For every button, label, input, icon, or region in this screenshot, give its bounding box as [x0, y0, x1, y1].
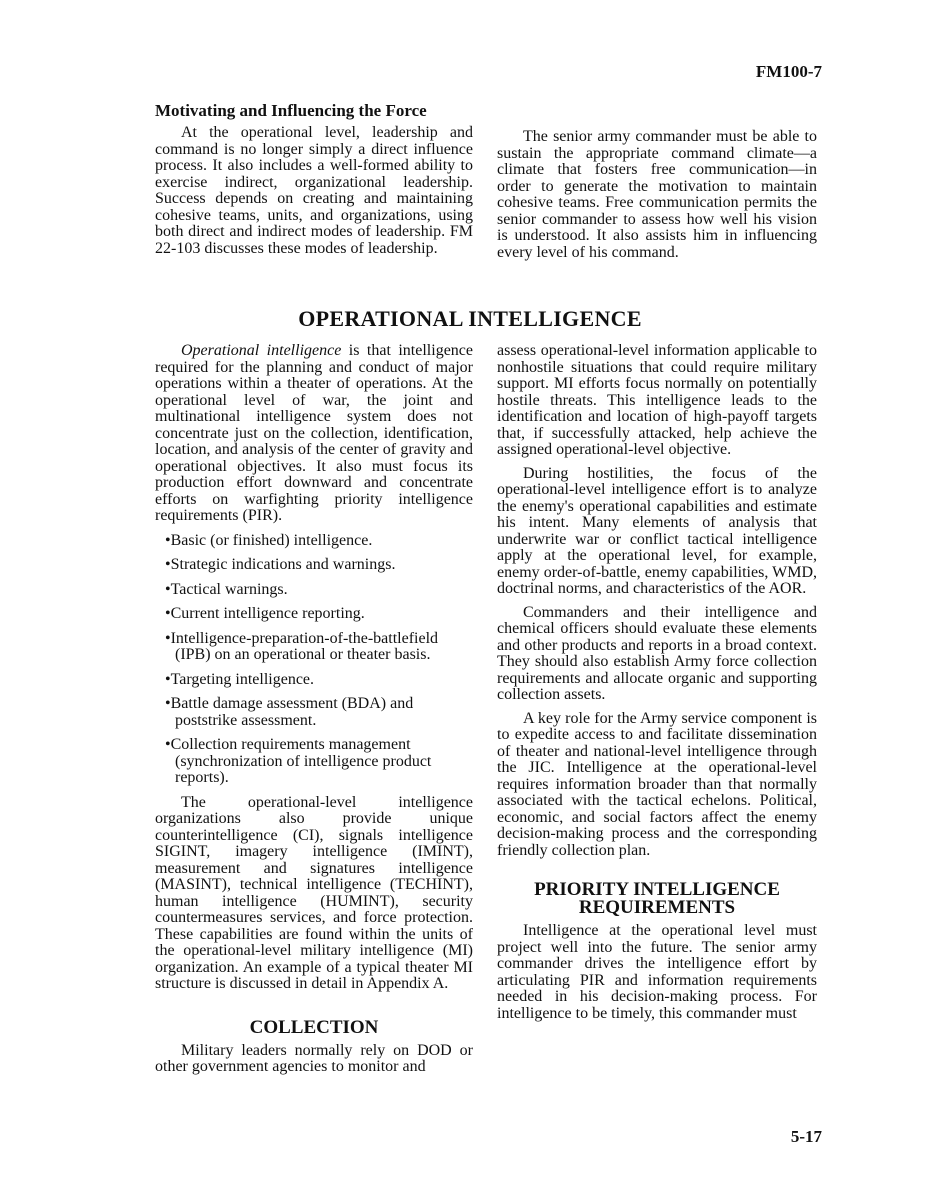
left-column: [155, 343, 473, 1076]
definition-text: is that intelligence required for the planning and conduct of major operations within a theater of operations. At the operational level of war, the joint and multinational intelligence system does not concentrate just on the collection, identification, location, and analysis of the center of gravity and operational objectives. It also must focus its production effort downward and concentrate efforts on warfighting priority intelligence requirements (PIR).: [155, 342, 473, 524]
collection-paragraph: Military leaders normally rely on DOD or other government agencies to monitor and: [155, 1041, 473, 1075]
continued-paragraph: assess operational-level information applicable to nonhostile situations that could require military support. MI efforts focus normally on potentially hostile threats. This intelligence leads to the identification and location of high-payoff targets that, if successfully attacked, help achieve the assigned operational-level objective.: [497, 342, 817, 458]
defined-term: Operational intelligence: [181, 342, 342, 359]
list-item: •Targeting intelligence.: [165, 670, 315, 688]
section-heading-motivating: Motivating and Influencing the Force: [155, 101, 427, 120]
intro-left-paragraph: At the operational level, leadership and command is no longer simply a direct influence process. It also includes a well-formed ability to exercise indirect, organizational leadership. Success depends on creating and maintaining cohesive teams, units, and organizations, using both direct and indirect modes of leadership. FM 22-103 discusses these modes of leadership.: [155, 124, 473, 257]
list-item: •Intelligence-preparation-of-the-battlefield (IPB) on an operational or theater basis.: [165, 629, 439, 663]
manual-id: FM100-7: [755, 62, 822, 81]
hostilities-paragraph: During hostilities, the focus of the operational-level intelligence effort is to analyze the enemy's operational capabilities and estimate his intent. Many elements of analysis that underwrite war or conflict tactical intelligence apply at the operational level, for example, enemy order-of-battle, enemy capabilities, WMD, doctrinal norms, and characteristics of the AOR.: [497, 464, 817, 597]
list-item: •Current intelligence reporting.: [165, 605, 365, 622]
section-title: OPERATIONAL INTELLIGENCE: [298, 306, 642, 331]
list-item: •Collection requirements management (synchronization of intelligence product reports).: [165, 736, 432, 786]
commanders-paragraph: Commanders and their intelligence and chemical officers should evaluate these elements and other products and reports in a broad context. They should also establish Army force collection requirements and allocate organic and supporting collection assets.: [497, 603, 817, 703]
list-item: •Basic (or finished) intelligence.: [165, 531, 373, 549]
intro-left-column: [155, 125, 473, 257]
right-column: [497, 343, 817, 1022]
army-service-paragraph: A key role for the Army service component is to expedite access to and facilitate dissemination of theater and national-level intelligence through the JIC. Intelligence at the operational-level requires information broader than that normally associated with the tactical echelons. Political, economic, and social factors affect the enemy decision-making process and the corresponding friendly collection plan.: [497, 709, 817, 859]
list-item: •Tactical warnings.: [165, 580, 288, 598]
organizations-paragraph: The operational-level intelligence organizations also provide unique counterintelligence (CI), signals intelligence SIGINT, imagery intelligence (IMINT), measurement and signatures intelligence (MASINT), technical intelligence (TECHINT), human intelligence (HUMINT), security countermeasures services, and force protection. These capabilities are found within the units of the operational-level military intelligence (MI) organization. An example of a typical theater MI structure is discussed in detail in Appendix A.: [155, 793, 473, 992]
pir-heading-line2: REQUIREMENTS: [578, 897, 736, 918]
list-item: •Battle damage assessment (BDA) and poststrike assessment.: [165, 695, 414, 729]
intro-right-paragraph: The senior army commander must be able to sustain the appropriate command climate—a climate that fosters free communication—in order to generate the motivation to maintain cohesive teams. Free communication permits the senior commander to assess how well his vision is understood. It also assists him in influencing every level of his command.: [497, 128, 817, 261]
intro-right-column: [497, 129, 817, 261]
list-item: •Strategic indications and warnings.: [165, 556, 396, 573]
collection-heading: COLLECTION: [249, 1016, 379, 1038]
pir-heading-line1: PRIORITY INTELLIGENCE: [534, 879, 780, 900]
definition-paragraph: [155, 343, 473, 525]
intelligence-list: [155, 533, 473, 787]
pir-paragraph: Intelligence at the operational level must project well into the future. The senior army commander drives the intelligence effort by articulating PIR and information requirements needed in his decision-making process. For intelligence to be timely, this commander must: [497, 922, 817, 1022]
page-number: 5-17: [790, 1127, 822, 1146]
